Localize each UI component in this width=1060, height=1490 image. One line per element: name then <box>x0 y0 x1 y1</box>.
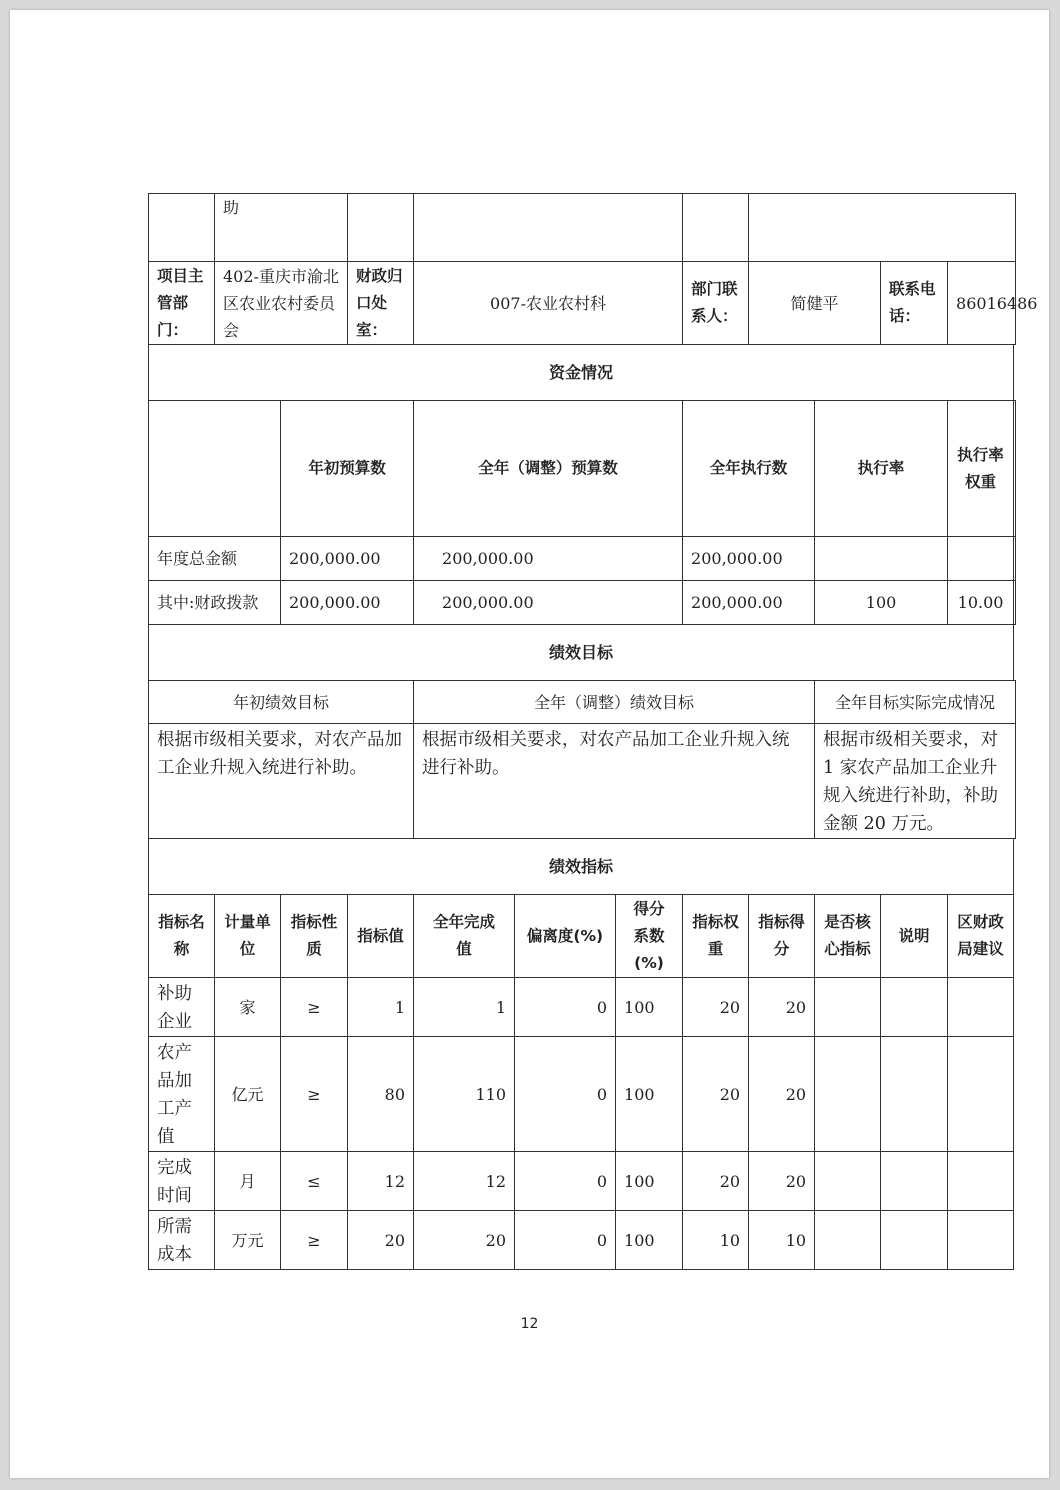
ind-actual: 12 <box>414 1152 515 1211</box>
funds-header-initial: 年初预算数 <box>281 401 414 537</box>
ind-score: 20 <box>749 1037 815 1152</box>
header-info-row <box>149 262 1016 345</box>
ind-coef: 100 <box>616 1037 683 1152</box>
funds-row-weight: 10.00 <box>948 581 1014 625</box>
ind-header-nature: 指标性质 <box>281 895 348 978</box>
ind-name: 完成时间 <box>149 1152 215 1211</box>
ind-unit: 亿元 <box>215 1037 281 1152</box>
ind-nature: ≥ <box>281 1037 348 1152</box>
indicators-section-title: 绩效指标 <box>149 839 1014 895</box>
continuation-text: 助 <box>215 194 348 262</box>
funds-header-executed: 全年执行数 <box>683 401 815 537</box>
funds-row-executed: 200,000.00 <box>683 581 815 625</box>
goals-header-actual: 全年目标实际完成情况 <box>815 681 1016 724</box>
ind-actual: 110 <box>414 1037 515 1152</box>
ind-header-core: 是否核心指标 <box>815 895 881 978</box>
office-label: 财政归口处室： <box>348 262 414 345</box>
funds-row-weight <box>948 537 1014 581</box>
funds-header-score <box>1014 401 1016 537</box>
performance-table <box>148 193 1038 1270</box>
ind-header-note: 说明 <box>881 895 948 978</box>
indicator-row <box>149 1211 1016 1270</box>
ind-unit: 家 <box>215 978 281 1037</box>
funds-row <box>149 581 1016 625</box>
goals-header-initial: 年初绩效目标 <box>149 681 414 724</box>
ind-nature: ≥ <box>281 978 348 1037</box>
ind-score: 20 <box>749 978 815 1037</box>
goal-adjusted-text: 根据市级相关要求，对农产品加工企业升规入统进行补助。 <box>414 724 815 839</box>
ind-deviation: 0 <box>515 1211 616 1270</box>
document-page <box>10 10 1049 1478</box>
dept-label: 项目主管部门： <box>149 262 215 345</box>
ind-header-advice: 区财政局建议 <box>948 895 1014 978</box>
ind-actual: 20 <box>414 1211 515 1270</box>
funds-header-adjusted: 全年（调整）预算数 <box>414 401 683 537</box>
ind-target: 12 <box>348 1152 414 1211</box>
continuation-row <box>149 194 1016 262</box>
funds-row-label: 年度总金额 <box>149 537 281 581</box>
ind-target: 1 <box>348 978 414 1037</box>
goals-content-row <box>149 724 1016 839</box>
ind-weight: 20 <box>683 1037 749 1152</box>
funds-row-label: 其中:财政拨款 <box>149 581 281 625</box>
ind-header-unit: 计量单位 <box>215 895 281 978</box>
goal-initial-text: 根据市级相关要求，对农产品加工企业升规入统进行补助。 <box>149 724 414 839</box>
indicator-row <box>149 1152 1016 1211</box>
ind-header-target: 指标值 <box>348 895 414 978</box>
ind-actual: 1 <box>414 978 515 1037</box>
funds-row-adjusted: 200,000.00 <box>414 581 683 625</box>
ind-header-name: 指标名称 <box>149 895 215 978</box>
funds-header-weight: 执行率权重 <box>948 401 1014 537</box>
page-number: 12 <box>520 1316 539 1332</box>
ind-weight: 20 <box>683 978 749 1037</box>
funds-row <box>149 537 1016 581</box>
indicator-row <box>149 1037 1016 1152</box>
contact-value: 简健平 <box>749 262 881 345</box>
funds-row-rate <box>815 537 948 581</box>
ind-deviation: 0 <box>515 1037 616 1152</box>
ind-target: 80 <box>348 1037 414 1152</box>
ind-coef: 100 <box>616 978 683 1037</box>
ind-name: 所需成本 <box>149 1211 215 1270</box>
ind-target: 20 <box>348 1211 414 1270</box>
funds-section-title: 资金情况 <box>149 345 1014 401</box>
phone-label: 联系电话： <box>881 262 948 345</box>
ind-name: 补助企业 <box>149 978 215 1037</box>
ind-nature: ≤ <box>281 1152 348 1211</box>
ind-header-score: 指标得分 <box>749 895 815 978</box>
contact-label: 部门联系人： <box>683 262 749 345</box>
ind-name: 农产品加工产值 <box>149 1037 215 1152</box>
goals-header-row <box>149 681 1016 724</box>
ind-weight: 20 <box>683 1152 749 1211</box>
ind-header-deviation: 偏离度(%) <box>515 895 616 978</box>
funds-row-score <box>1014 537 1016 581</box>
phone-value: 86016486 <box>948 262 1016 345</box>
ind-header-coef: 得分系数(%) <box>616 895 683 978</box>
ind-score: 10 <box>749 1211 815 1270</box>
goals-header-adjusted: 全年（调整）绩效目标 <box>414 681 815 724</box>
ind-nature: ≥ <box>281 1211 348 1270</box>
goal-actual-text: 根据市级相关要求，对 1 家农产品加工企业升规入统进行补助，补助金额 20 万元。 <box>815 724 1016 839</box>
funds-header-rate: 执行率 <box>815 401 948 537</box>
funds-header-row <box>149 401 1016 537</box>
funds-row-score <box>1014 581 1016 625</box>
funds-row-executed: 200,000.00 <box>683 537 815 581</box>
funds-row-rate: 100 <box>815 581 948 625</box>
office-value: 007-农业农村科 <box>414 262 683 345</box>
ind-coef: 100 <box>616 1152 683 1211</box>
ind-header-actual: 全年完成值 <box>414 895 515 978</box>
indicators-header-row <box>149 895 1016 978</box>
indicator-row <box>149 978 1016 1037</box>
funds-row-initial: 200,000.00 <box>281 537 414 581</box>
ind-deviation: 0 <box>515 978 616 1037</box>
ind-header-weight: 指标权重 <box>683 895 749 978</box>
funds-row-initial: 200,000.00 <box>281 581 414 625</box>
ind-weight: 10 <box>683 1211 749 1270</box>
goals-section-title: 绩效目标 <box>149 625 1014 681</box>
ind-deviation: 0 <box>515 1152 616 1211</box>
ind-coef: 100 <box>616 1211 683 1270</box>
funds-row-adjusted: 200,000.00 <box>414 537 683 581</box>
ind-unit: 万元 <box>215 1211 281 1270</box>
ind-unit: 月 <box>215 1152 281 1211</box>
ind-score: 20 <box>749 1152 815 1211</box>
dept-value: 402-重庆市渝北区农业农村委员会 <box>215 262 348 345</box>
